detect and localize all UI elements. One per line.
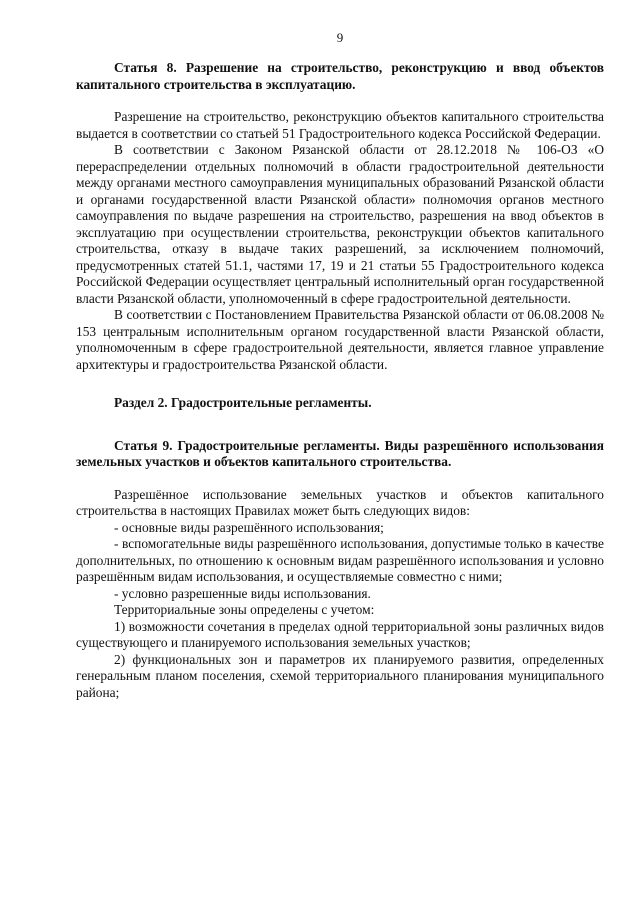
article-9-list-item-main: - основные виды разрешённого использования; — [114, 519, 384, 535]
article-8-heading: Статья 8. Разрешение на строительство, реконструкцию и ввод объектов капитального строительства в эксплуатацию. — [76, 60, 604, 92]
article-9-list-item-conditional: - условно разрешенные виды использования. — [114, 585, 371, 601]
page-number: 9 — [336, 30, 344, 45]
article-9-zones-item-1: 1) возможности сочетания в пределах одной территориальной зоны различных видов существующего и планируемого использования земельных участков; — [76, 618, 604, 651]
article-8-paragraph-2: В соответствии с Законом Рязанской области от 28.12.2018 № 106-ОЗ «О перераспределении отдельных полномочий в области градостроительной деятельности между органами местного самоуправления муниципальных образований Рязанской области и органами государственной власти Рязанской области» полномочия органов местного самоуправления по выдаче разрешения на строительство, разрешения на ввод объектов в эксплуатацию при осуществлении строительства, реконструкции объектов капитального строительства, отказу в выдаче таких разрешений, за исключением полномочий, предусмотренных статей 51.1, частями 17, 19 и 21 статьи 55 Градостроительного кодекса Российской Федерации осуществляет центральный исполнительный орган государственной власти Рязанской области, уполномоченный в сфере градостроительной деятельности. — [76, 142, 604, 306]
article-9-zones-item-2: 2) функциональных зон и параметров их планируемого развития, определенных генеральным планом поселения, схемой территориального планирования муниципального района; — [76, 651, 604, 700]
article-8-paragraph-3: В соответствии с Постановлением Правительства Рязанской области от 06.08.2008 № 153 центральным исполнительным органом государственной власти Рязанской области, уполномоченным в сфере градостроительной деятельности, является главное управление архитектуры и градостроительства Рязанской области. — [76, 307, 604, 372]
article-9-list-item-auxiliary: - вспомогательные виды разрешённого использования, допустимые только в качестве дополнительных, по отношению к основным видам разрешённого использования и условно разрешённым видам использования, и осуществляемые совместно с ними; — [76, 536, 604, 585]
section-2-heading: Раздел 2. Градостроительные регламенты. — [114, 395, 372, 411]
article-8-paragraph-1: Разрешение на строительство, реконструкцию объектов капитального строительства выдается в соответствии со статьей 51 Градостроительного кодекса Российской Федерации. — [76, 109, 604, 141]
article-9-heading: Статья 9. Градостроительные регламенты. Виды разрешённого использования земельных участков и объектов капитального строительства. — [76, 437, 604, 470]
article-9-zones-intro: Территориальные зоны определены с учетом: — [114, 602, 375, 618]
article-9-paragraph-1: Разрешённое использование земельных участков и объектов капитального строительства в настоящих Правилах может быть следующих видов: — [76, 486, 604, 519]
